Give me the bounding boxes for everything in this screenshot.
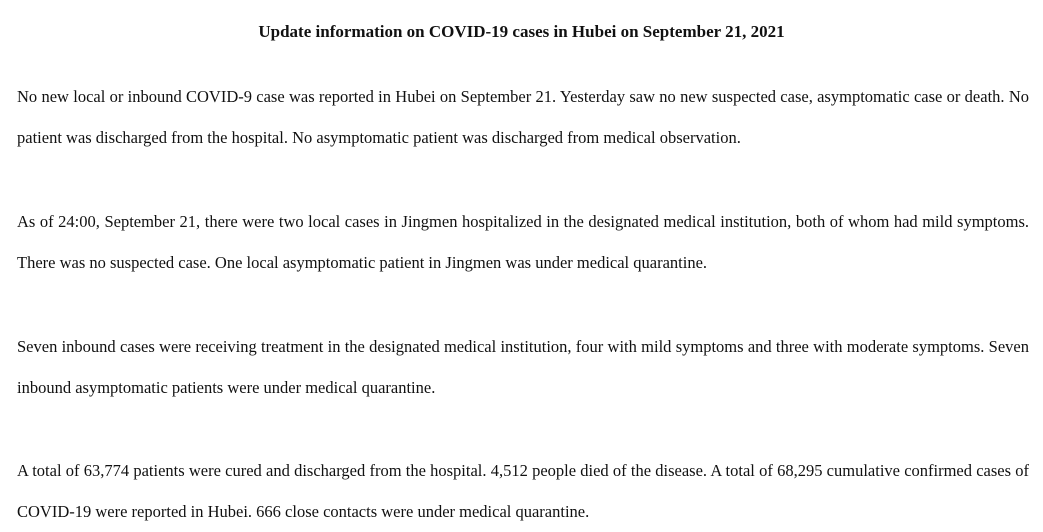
paragraph-totals: A total of 63,774 patients were cured and discharged from the hospital. 4,512 people died of the disease. A total of 68,295 cumulative confirmed cases of COVID-19 were reported in Hubei. 666 close contacts were under medical quarantine. (17, 461, 1029, 521)
page-title: Update information on COVID-19 cases in Hubei on September 21, 2021 (258, 22, 785, 41)
paragraph-inbound-cases: Seven inbound cases were receiving treatment in the designated medical institution, four with mild symptoms and three with moderate symptoms. Seven inbound asymptomatic patients were under medical quarantine. (17, 337, 1029, 397)
paragraph-new-cases: No new local or inbound COVID-9 case was reported in Hubei on September 21. Yesterday saw no new suspected case, asymptomatic case or death. No patient was discharged from the hospital. No asymptomatic patient was discharged from medical observation. (17, 87, 1029, 147)
paragraph-local-cases: As of 24:00, September 21, there were two local cases in Jingmen hospitalized in the designated medical institution, both of whom had mild symptoms. There was no suspected case. One local asymptomatic patient in Jingmen was under medical quarantine. (17, 212, 1029, 272)
